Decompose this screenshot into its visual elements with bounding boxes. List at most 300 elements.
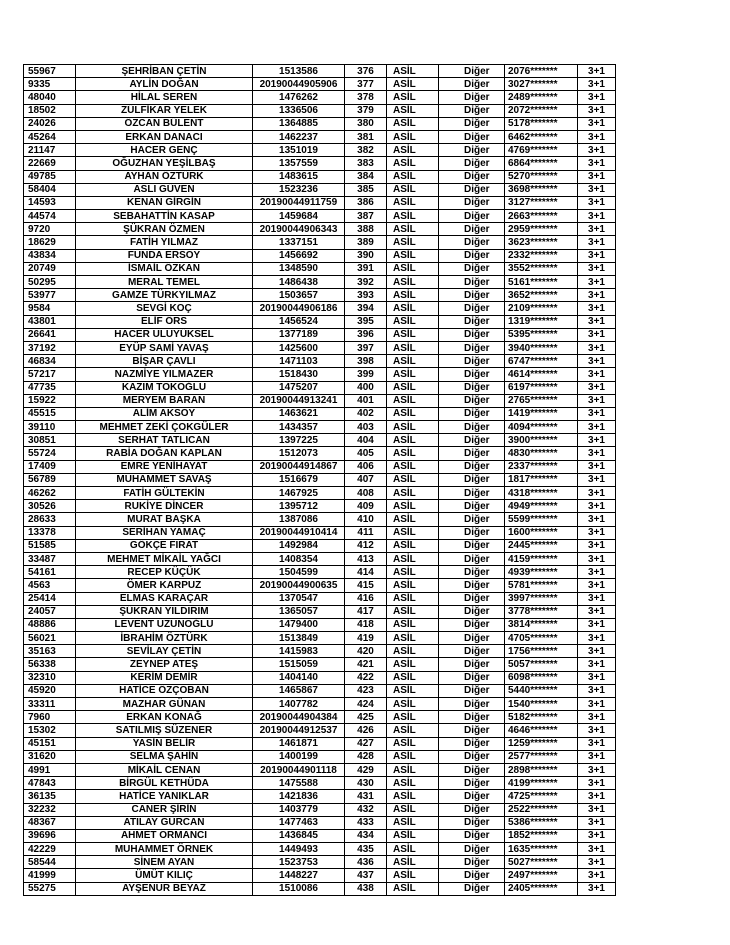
- category: Diğer: [439, 724, 505, 737]
- draw-order: 401: [345, 394, 387, 407]
- draw-order: 380: [345, 117, 387, 130]
- table-row: [24, 276, 616, 289]
- application-number: 1513849: [253, 632, 345, 645]
- table-row: [24, 315, 616, 328]
- applicant-number: 33487: [24, 552, 76, 565]
- status: ASİL: [387, 170, 439, 183]
- masked-phone: 4094*******: [505, 421, 578, 434]
- category: Diğer: [439, 407, 505, 420]
- status: ASİL: [387, 117, 439, 130]
- draw-order: 417: [345, 605, 387, 618]
- full-name: ELMAS KARAÇAR: [76, 592, 253, 605]
- unit-type: 3+1: [578, 170, 616, 183]
- results-table: [23, 64, 616, 896]
- unit-type: 3+1: [578, 407, 616, 420]
- full-name: HATİCE YANIKLAR: [76, 790, 253, 803]
- unit-type: 3+1: [578, 236, 616, 249]
- masked-phone: 4318*******: [505, 487, 578, 500]
- status: ASİL: [387, 816, 439, 829]
- status: ASİL: [387, 803, 439, 816]
- application-number: 20190044913241: [253, 394, 345, 407]
- draw-order: 382: [345, 144, 387, 157]
- draw-order: 385: [345, 183, 387, 196]
- status: ASİL: [387, 315, 439, 328]
- masked-phone: 6197*******: [505, 381, 578, 394]
- draw-order: 410: [345, 513, 387, 526]
- unit-type: 3+1: [578, 144, 616, 157]
- status: ASİL: [387, 750, 439, 763]
- application-number: 1516679: [253, 473, 345, 486]
- full-name: MUHAMMET ÖRNEK: [76, 843, 253, 856]
- table-row: [24, 157, 616, 170]
- table-row: [24, 302, 616, 315]
- status: ASİL: [387, 144, 439, 157]
- applicant-number: 49785: [24, 170, 76, 183]
- status: ASİL: [387, 368, 439, 381]
- category: Diğer: [439, 605, 505, 618]
- draw-order: 431: [345, 790, 387, 803]
- application-number: 20190044910414: [253, 526, 345, 539]
- draw-order: 399: [345, 368, 387, 381]
- table-row: [24, 368, 616, 381]
- masked-phone: 3127*******: [505, 196, 578, 209]
- full-name: MERAL TEMEL: [76, 276, 253, 289]
- unit-type: 3+1: [578, 65, 616, 78]
- category: Diğer: [439, 513, 505, 526]
- draw-order: 419: [345, 632, 387, 645]
- status: ASİL: [387, 632, 439, 645]
- application-number: 1351019: [253, 144, 345, 157]
- status: ASİL: [387, 579, 439, 592]
- applicant-number: 37192: [24, 341, 76, 354]
- masked-phone: 5178*******: [505, 117, 578, 130]
- status: ASİL: [387, 276, 439, 289]
- unit-type: 3+1: [578, 460, 616, 473]
- draw-order: 424: [345, 698, 387, 711]
- masked-phone: 5599*******: [505, 513, 578, 526]
- status: ASİL: [387, 65, 439, 78]
- category: Diğer: [439, 592, 505, 605]
- full-name: FATİH YILMAZ: [76, 236, 253, 249]
- applicant-number: 56021: [24, 632, 76, 645]
- application-number: 1486438: [253, 276, 345, 289]
- category: Diğer: [439, 447, 505, 460]
- table-row: [24, 566, 616, 579]
- masked-phone: 5781*******: [505, 579, 578, 592]
- category: Diğer: [439, 289, 505, 302]
- category: Diğer: [439, 315, 505, 328]
- category: Diğer: [439, 130, 505, 143]
- draw-order: 432: [345, 803, 387, 816]
- masked-phone: 1259*******: [505, 737, 578, 750]
- masked-phone: 2489*******: [505, 91, 578, 104]
- category: Diğer: [439, 473, 505, 486]
- unit-type: 3+1: [578, 539, 616, 552]
- masked-phone: 2445*******: [505, 539, 578, 552]
- applicant-number: 31620: [24, 750, 76, 763]
- unit-type: 3+1: [578, 289, 616, 302]
- status: ASİL: [387, 78, 439, 91]
- unit-type: 3+1: [578, 368, 616, 381]
- status: ASİL: [387, 671, 439, 684]
- status: ASİL: [387, 302, 439, 315]
- full-name: MİKAİL CENAN: [76, 763, 253, 776]
- applicant-number: 33311: [24, 698, 76, 711]
- masked-phone: 4614*******: [505, 368, 578, 381]
- applicant-number: 46834: [24, 355, 76, 368]
- application-number: 20190044901118: [253, 763, 345, 776]
- status: ASİL: [387, 394, 439, 407]
- unit-type: 3+1: [578, 473, 616, 486]
- category: Diğer: [439, 104, 505, 117]
- full-name: GAMZE TÜRKYILMAZ: [76, 289, 253, 302]
- applicant-number: 39110: [24, 421, 76, 434]
- status: ASİL: [387, 526, 439, 539]
- category: Diğer: [439, 539, 505, 552]
- full-name: SEVİLAY ÇETİN: [76, 645, 253, 658]
- table-row: [24, 447, 616, 460]
- application-number: 1404140: [253, 671, 345, 684]
- unit-type: 3+1: [578, 91, 616, 104]
- applicant-number: 55724: [24, 447, 76, 460]
- full-name: ERKAN KONAĞ: [76, 711, 253, 724]
- table-row: [24, 434, 616, 447]
- unit-type: 3+1: [578, 196, 616, 209]
- table-row: [24, 487, 616, 500]
- draw-order: 389: [345, 236, 387, 249]
- status: ASİL: [387, 355, 439, 368]
- masked-phone: 5182*******: [505, 711, 578, 724]
- draw-order: 433: [345, 816, 387, 829]
- category: Diğer: [439, 869, 505, 882]
- full-name: SEBAHATTİN KASAP: [76, 210, 253, 223]
- applicant-number: 9720: [24, 223, 76, 236]
- unit-type: 3+1: [578, 355, 616, 368]
- full-name: EMRE YENİHAYAT: [76, 460, 253, 473]
- masked-phone: 6462*******: [505, 130, 578, 143]
- category: Diğer: [439, 487, 505, 500]
- draw-order: 435: [345, 843, 387, 856]
- unit-type: 3+1: [578, 658, 616, 671]
- status: ASİL: [387, 763, 439, 776]
- unit-type: 3+1: [578, 78, 616, 91]
- draw-order: 381: [345, 130, 387, 143]
- full-name: MERYEM BARAN: [76, 394, 253, 407]
- application-number: 1415983: [253, 645, 345, 658]
- unit-type: 3+1: [578, 262, 616, 275]
- unit-type: 3+1: [578, 816, 616, 829]
- full-name: AYLİN DOĞAN: [76, 78, 253, 91]
- unit-type: 3+1: [578, 645, 616, 658]
- applicant-number: 32310: [24, 671, 76, 684]
- unit-type: 3+1: [578, 552, 616, 565]
- table-row: [24, 605, 616, 618]
- full-name: ŞÜKRAN ÖZMEN: [76, 223, 253, 236]
- masked-phone: 1319*******: [505, 315, 578, 328]
- unit-type: 3+1: [578, 421, 616, 434]
- full-name: ŞEHRİBAN ÇETİN: [76, 65, 253, 78]
- full-name: HATİCE ÖZÇOBAN: [76, 684, 253, 697]
- masked-phone: 5057*******: [505, 658, 578, 671]
- status: ASİL: [387, 724, 439, 737]
- application-number: 1337151: [253, 236, 345, 249]
- full-name: AHMET ORMANCI: [76, 829, 253, 842]
- status: ASİL: [387, 500, 439, 513]
- application-number: 1370547: [253, 592, 345, 605]
- status: ASİL: [387, 407, 439, 420]
- category: Diğer: [439, 750, 505, 763]
- table-row: [24, 829, 616, 842]
- draw-order: 434: [345, 829, 387, 842]
- applicant-number: 32232: [24, 803, 76, 816]
- application-number: 1397225: [253, 434, 345, 447]
- status: ASİL: [387, 104, 439, 117]
- full-name: LEVENT UZUNOĞLU: [76, 618, 253, 631]
- unit-type: 3+1: [578, 394, 616, 407]
- draw-order: 402: [345, 407, 387, 420]
- masked-phone: 3027*******: [505, 78, 578, 91]
- full-name: GÖKÇE FIRAT: [76, 539, 253, 552]
- application-number: 1377189: [253, 328, 345, 341]
- table-row: [24, 65, 616, 78]
- draw-order: 427: [345, 737, 387, 750]
- draw-order: 436: [345, 856, 387, 869]
- table-row: [24, 91, 616, 104]
- masked-phone: 3940*******: [505, 341, 578, 354]
- masked-phone: 4199*******: [505, 777, 578, 790]
- table-row: [24, 632, 616, 645]
- category: Diğer: [439, 526, 505, 539]
- application-number: 1425600: [253, 341, 345, 354]
- application-number: 1348590: [253, 262, 345, 275]
- draw-order: 378: [345, 91, 387, 104]
- full-name: SERİHAN YAMAÇ: [76, 526, 253, 539]
- table-row: [24, 816, 616, 829]
- full-name: HACER ULUYÜKSEL: [76, 328, 253, 341]
- table-row: [24, 394, 616, 407]
- full-name: ASLI GÜVEN: [76, 183, 253, 196]
- status: ASİL: [387, 210, 439, 223]
- category: Diğer: [439, 210, 505, 223]
- category: Diğer: [439, 144, 505, 157]
- draw-order: 409: [345, 500, 387, 513]
- full-name: CANER ŞİRİN: [76, 803, 253, 816]
- masked-phone: 6864*******: [505, 157, 578, 170]
- status: ASİL: [387, 91, 439, 104]
- table-row: [24, 249, 616, 262]
- application-number: 1512073: [253, 447, 345, 460]
- applicant-number: 17409: [24, 460, 76, 473]
- masked-phone: 4705*******: [505, 632, 578, 645]
- applicant-number: 43801: [24, 315, 76, 328]
- masked-phone: 1419*******: [505, 407, 578, 420]
- masked-phone: 1852*******: [505, 829, 578, 842]
- draw-order: 438: [345, 882, 387, 895]
- application-number: 20190044912537: [253, 724, 345, 737]
- draw-order: 411: [345, 526, 387, 539]
- application-number: 1436845: [253, 829, 345, 842]
- draw-order: 415: [345, 579, 387, 592]
- status: ASİL: [387, 434, 439, 447]
- status: ASİL: [387, 539, 439, 552]
- table-row: [24, 341, 616, 354]
- application-number: 1523753: [253, 856, 345, 869]
- status: ASİL: [387, 698, 439, 711]
- full-name: FUNDA ERSOY: [76, 249, 253, 262]
- full-name: AYŞENUR BEYAZ: [76, 882, 253, 895]
- applicant-number: 13378: [24, 526, 76, 539]
- full-name: MUHAMMET SAVAŞ: [76, 473, 253, 486]
- table-row: [24, 684, 616, 697]
- full-name: ERKAN DANACI: [76, 130, 253, 143]
- unit-type: 3+1: [578, 249, 616, 262]
- table-row: [24, 196, 616, 209]
- full-name: HACER GENÇ: [76, 144, 253, 157]
- full-name: MEHMET MİKAİL YAĞCI: [76, 552, 253, 565]
- category: Diğer: [439, 183, 505, 196]
- unit-type: 3+1: [578, 157, 616, 170]
- table-row: [24, 869, 616, 882]
- category: Diğer: [439, 328, 505, 341]
- draw-order: 437: [345, 869, 387, 882]
- category: Diğer: [439, 500, 505, 513]
- category: Diğer: [439, 763, 505, 776]
- applicant-number: 24026: [24, 117, 76, 130]
- category: Diğer: [439, 170, 505, 183]
- table-row: [24, 698, 616, 711]
- category: Diğer: [439, 618, 505, 631]
- draw-order: 400: [345, 381, 387, 394]
- unit-type: 3+1: [578, 763, 616, 776]
- masked-phone: 2072*******: [505, 104, 578, 117]
- masked-phone: 4949*******: [505, 500, 578, 513]
- application-number: 1364885: [253, 117, 345, 130]
- applicant-number: 45264: [24, 130, 76, 143]
- status: ASİL: [387, 552, 439, 565]
- application-number: 1483615: [253, 170, 345, 183]
- draw-order: 421: [345, 658, 387, 671]
- unit-type: 3+1: [578, 130, 616, 143]
- category: Diğer: [439, 671, 505, 684]
- masked-phone: 3698*******: [505, 183, 578, 196]
- table-row: [24, 750, 616, 763]
- category: Diğer: [439, 394, 505, 407]
- draw-order: 408: [345, 487, 387, 500]
- category: Diğer: [439, 65, 505, 78]
- masked-phone: 1635*******: [505, 843, 578, 856]
- application-number: 1365057: [253, 605, 345, 618]
- applicant-number: 48886: [24, 618, 76, 631]
- status: ASİL: [387, 566, 439, 579]
- application-number: 20190044905906: [253, 78, 345, 91]
- draw-order: 423: [345, 684, 387, 697]
- unit-type: 3+1: [578, 381, 616, 394]
- status: ASİL: [387, 711, 439, 724]
- full-name: ALİM AKSOY: [76, 407, 253, 420]
- applicant-number: 39696: [24, 829, 76, 842]
- full-name: MEHMET ZEKİ ÇOKGÜLER: [76, 421, 253, 434]
- applicant-number: 28633: [24, 513, 76, 526]
- category: Diğer: [439, 843, 505, 856]
- application-number: 1456692: [253, 249, 345, 262]
- full-name: BİŞAR ÇAVLI: [76, 355, 253, 368]
- draw-order: 390: [345, 249, 387, 262]
- applicant-number: 43834: [24, 249, 76, 262]
- application-number: 1421836: [253, 790, 345, 803]
- category: Diğer: [439, 460, 505, 473]
- category: Diğer: [439, 302, 505, 315]
- application-number: 1387086: [253, 513, 345, 526]
- full-name: MURAT BAŞKA: [76, 513, 253, 526]
- unit-type: 3+1: [578, 315, 616, 328]
- full-name: AYHAN ÖZTÜRK: [76, 170, 253, 183]
- applicant-number: 57217: [24, 368, 76, 381]
- applicant-number: 25414: [24, 592, 76, 605]
- table-row: [24, 421, 616, 434]
- masked-phone: 2898*******: [505, 763, 578, 776]
- application-number: 1459684: [253, 210, 345, 223]
- masked-phone: 2497*******: [505, 869, 578, 882]
- application-number: 1456524: [253, 315, 345, 328]
- table-row: [24, 539, 616, 552]
- table-row: [24, 355, 616, 368]
- full-name: ÖMER KARPUZ: [76, 579, 253, 592]
- unit-type: 3+1: [578, 302, 616, 315]
- category: Diğer: [439, 421, 505, 434]
- application-number: 1407782: [253, 698, 345, 711]
- table-row: [24, 210, 616, 223]
- full-name: SİNEM AYAN: [76, 856, 253, 869]
- unit-type: 3+1: [578, 579, 616, 592]
- unit-type: 3+1: [578, 447, 616, 460]
- category: Diğer: [439, 566, 505, 579]
- masked-phone: 5386*******: [505, 816, 578, 829]
- application-number: 1471103: [253, 355, 345, 368]
- full-name: KERİM DEMİR: [76, 671, 253, 684]
- application-number: 1475207: [253, 381, 345, 394]
- unit-type: 3+1: [578, 605, 616, 618]
- table-row: [24, 618, 616, 631]
- application-number: 1461871: [253, 737, 345, 750]
- application-number: 1504599: [253, 566, 345, 579]
- unit-type: 3+1: [578, 104, 616, 117]
- status: ASİL: [387, 605, 439, 618]
- unit-type: 3+1: [578, 829, 616, 842]
- unit-type: 3+1: [578, 592, 616, 605]
- category: Diğer: [439, 381, 505, 394]
- status: ASİL: [387, 236, 439, 249]
- unit-type: 3+1: [578, 750, 616, 763]
- draw-order: 383: [345, 157, 387, 170]
- table-row: [24, 513, 616, 526]
- status: ASİL: [387, 882, 439, 895]
- table-row: [24, 473, 616, 486]
- category: Diğer: [439, 341, 505, 354]
- draw-order: 416: [345, 592, 387, 605]
- status: ASİL: [387, 249, 439, 262]
- category: Diğer: [439, 856, 505, 869]
- full-name: ÖZCAN BÜLENT: [76, 117, 253, 130]
- status: ASİL: [387, 869, 439, 882]
- draw-order: 429: [345, 763, 387, 776]
- application-number: 1434357: [253, 421, 345, 434]
- category: Diğer: [439, 91, 505, 104]
- status: ASİL: [387, 157, 439, 170]
- application-number: 1523236: [253, 183, 345, 196]
- unit-type: 3+1: [578, 210, 616, 223]
- category: Diğer: [439, 434, 505, 447]
- category: Diğer: [439, 803, 505, 816]
